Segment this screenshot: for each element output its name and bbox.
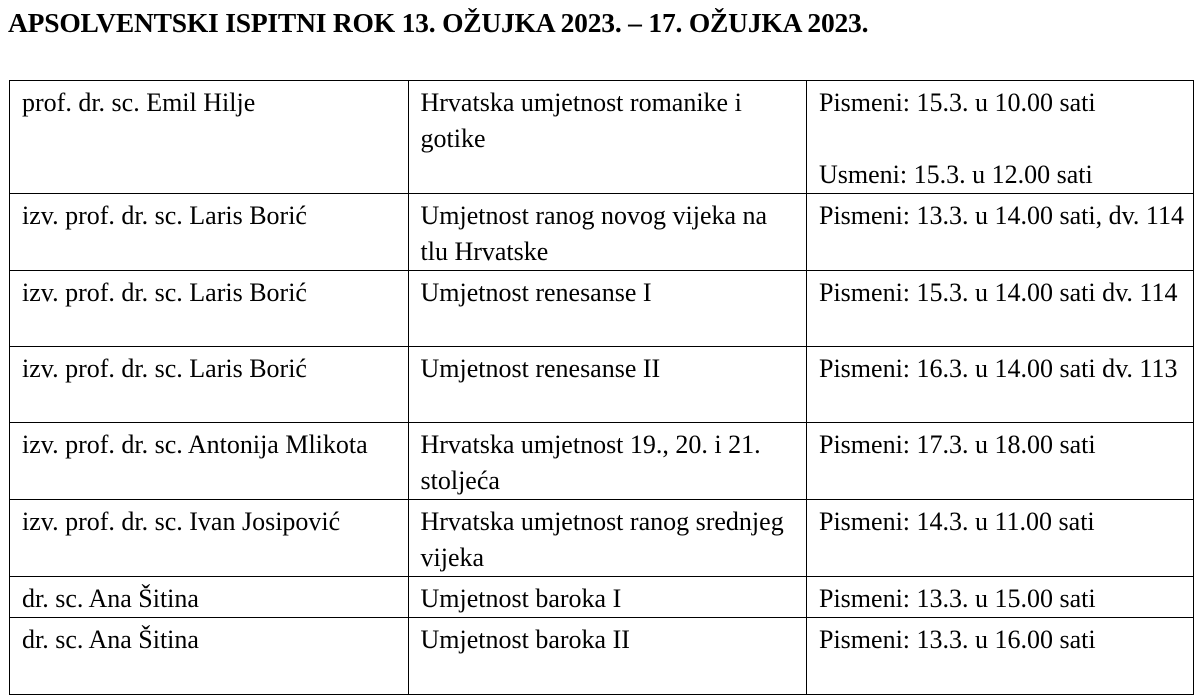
exam-cell: Pismeni: 15.3. u 14.00 sati dv. 114 [807, 271, 1194, 347]
professor-cell: prof. dr. sc. Emil Hilje [10, 81, 409, 194]
table-row [10, 618, 1194, 695]
spacer [819, 121, 1187, 157]
course-cell: Hrvatska umjetnost romanike i gotike [408, 81, 807, 194]
professor-cell: dr. sc. Ana Šitina [10, 618, 409, 695]
course-cell: Umjetnost renesanse II [408, 347, 807, 423]
table-row [10, 500, 1194, 577]
professor-cell: izv. prof. dr. sc. Laris Borić [10, 194, 409, 271]
professor-cell: izv. prof. dr. sc. Antonija Mlikota [10, 423, 409, 500]
exam-cell: Pismeni: 17.3. u 18.00 sati [807, 423, 1194, 500]
professor-cell: izv. prof. dr. sc. Laris Borić [10, 347, 409, 423]
exam-cell: Pismeni: 13.3. u 15.00 sati [807, 577, 1194, 618]
table-row [10, 423, 1194, 500]
course-cell: Umjetnost renesanse I [408, 271, 807, 347]
exam-cell: Pismeni: 13.3. u 16.00 sati [807, 618, 1194, 695]
exam-schedule-table [9, 80, 1194, 695]
page-title: APSOLVENTSKI ISPITNI ROK 13. OŽUJKA 2023. – 17. OŽUJKA 2023. [8, 7, 869, 38]
course-cell: Umjetnost baroka II [408, 618, 807, 695]
course-cell: Umjetnost ranog novog vijeka na tlu Hrvatske [408, 194, 807, 271]
table-row [10, 81, 1194, 194]
table-row [10, 577, 1194, 618]
professor-cell: dr. sc. Ana Šitina [10, 577, 409, 618]
course-cell: Umjetnost baroka I [408, 577, 807, 618]
course-cell: Hrvatska umjetnost 19., 20. i 21. stoljeća [408, 423, 807, 500]
table-row [10, 194, 1194, 271]
table-row [10, 271, 1194, 347]
table-row [10, 347, 1194, 423]
oral-exam-text: Usmeni: 15.3. u 12.00 sati [819, 160, 1093, 189]
professor-cell: izv. prof. dr. sc. Laris Borić [10, 271, 409, 347]
written-exam-text: Pismeni: 15.3. u 10.00 sati [819, 88, 1096, 117]
exam-cell: Pismeni: 14.3. u 11.00 sati [807, 500, 1194, 577]
course-cell: Hrvatska umjetnost ranog srednjeg vijeka [408, 500, 807, 577]
exam-cell: Pismeni: 16.3. u 14.00 sati dv. 113 [807, 347, 1194, 423]
exam-cell [807, 81, 1194, 194]
exam-cell: Pismeni: 13.3. u 14.00 sati, dv. 114 [807, 194, 1194, 271]
professor-cell: izv. prof. dr. sc. Ivan Josipović [10, 500, 409, 577]
